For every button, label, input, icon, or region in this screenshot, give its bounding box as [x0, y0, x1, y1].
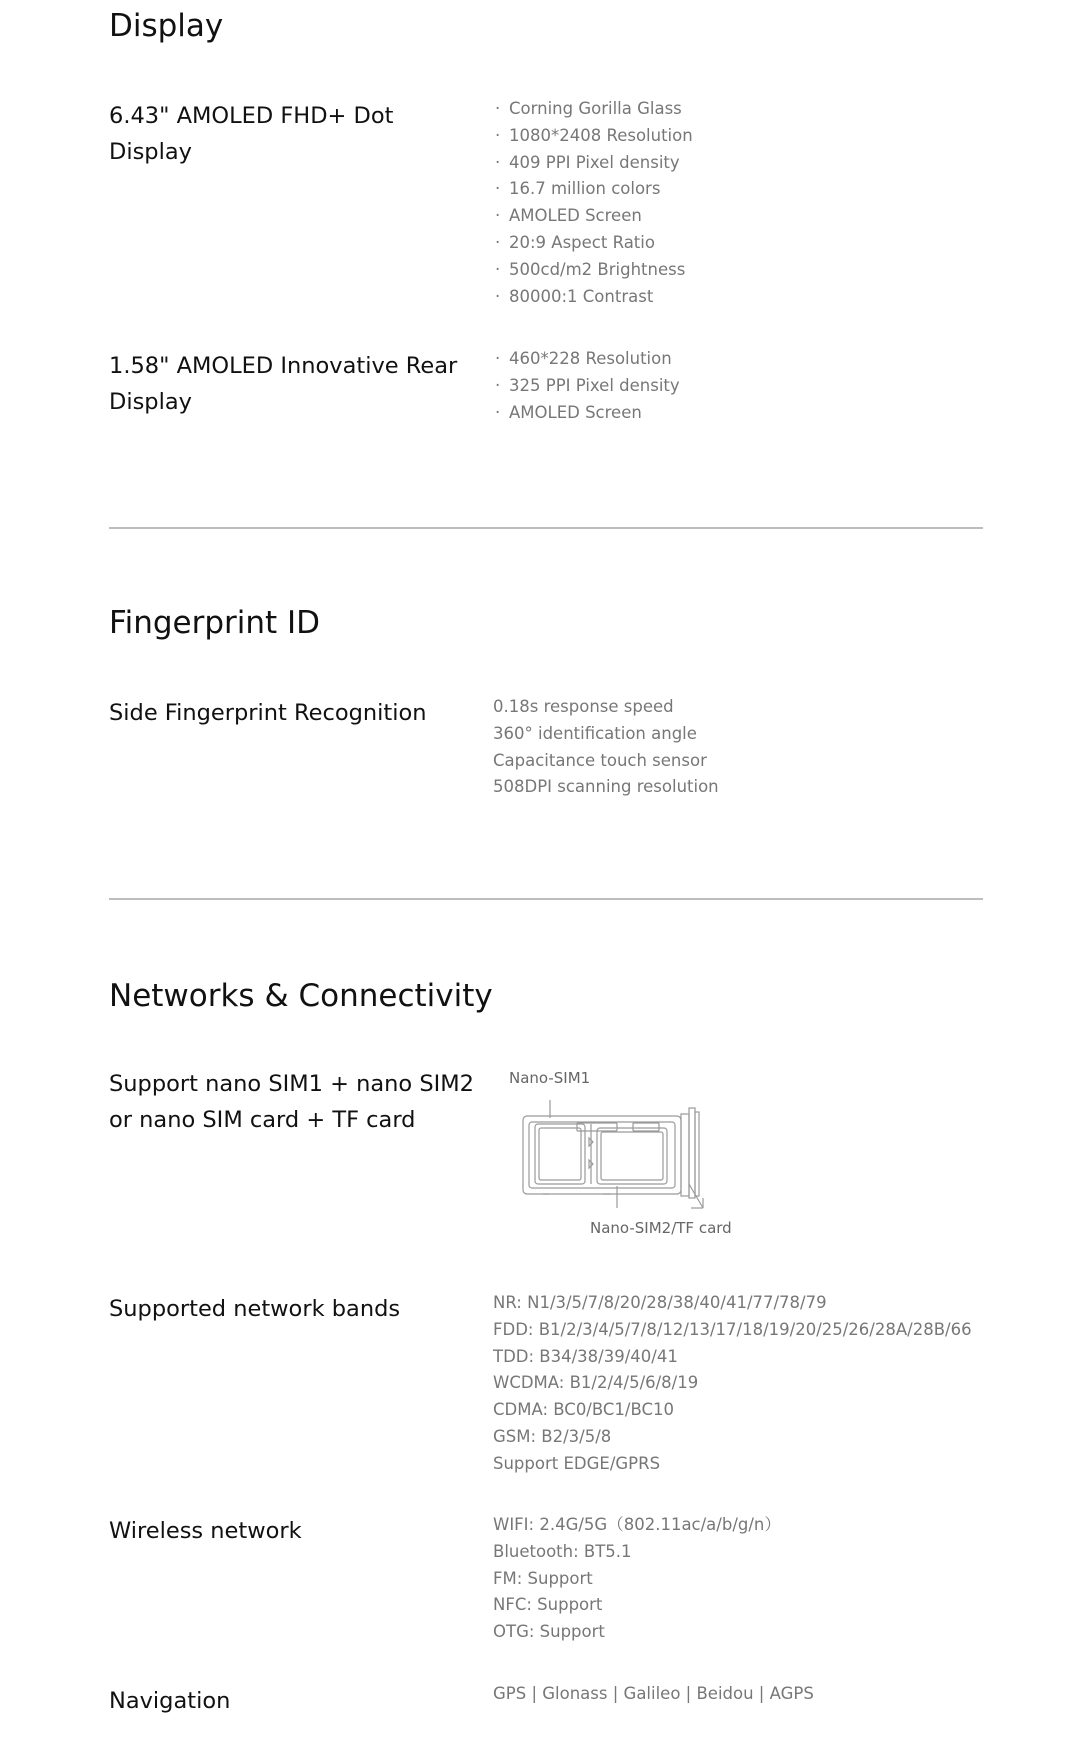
bullet-dot: · [495, 259, 501, 279]
spec-value [493, 1566, 983, 1593]
spec-value [493, 1592, 983, 1619]
spec-value-text: WIFI: 2.4G/5G（802.11ac/a/b/g/n） [493, 1515, 781, 1534]
spec-value [493, 203, 983, 230]
spec-value-text: 80000:1 Contrast [509, 286, 654, 306]
spec-value-text: GSM: B2/3/5/8 [493, 1426, 612, 1446]
spec-value-text: OTG: Support [493, 1622, 605, 1642]
spec-value [493, 123, 983, 150]
spec-value-text: NFC: Support [493, 1595, 603, 1615]
spec-value-text: WCDMA: B1/2/4/5/6/8/19 [493, 1373, 699, 1393]
spec-values-rear-display [493, 346, 983, 426]
spec-value [493, 400, 983, 427]
spec-value-text: 500cd/m2 Brightness [509, 259, 686, 279]
section-title-display: Display [109, 8, 224, 44]
spec-value [493, 1539, 983, 1566]
spec-value-text: 325 PPI Pixel density [509, 375, 680, 395]
spec-value-text: AMOLED Screen [509, 402, 642, 422]
spec-value-text: 409 PPI Pixel density [509, 152, 680, 172]
spec-label-side-fingerprint: Side Fingerprint Recognition [109, 700, 427, 726]
sim-tray-label-bottom: Nano-SIM2/TF card [590, 1219, 732, 1237]
spec-label-main-display: 6.43" AMOLED FHD+ Dot Display [109, 103, 394, 165]
bullet-dot: · [495, 206, 501, 226]
spec-label-network-bands: Supported network bands [109, 1296, 401, 1322]
spec-value [493, 96, 983, 123]
spec-value [493, 1290, 983, 1317]
spec-label-sim: Support nano SIM1 + nano SIM2 or nano SIM card + TF card [109, 1071, 474, 1133]
spec-value-text: CDMA: BC0/BC1/BC10 [493, 1400, 675, 1420]
bullet-dot: · [495, 99, 501, 118]
spec-value [493, 257, 983, 284]
spec-values-navigation [493, 1681, 983, 1708]
divider [109, 898, 983, 900]
sim-tray-icon [493, 1068, 743, 1238]
spec-value [493, 230, 983, 257]
bullet-dot: · [495, 232, 501, 252]
spec-value [493, 1317, 983, 1344]
spec-value-text: 460*228 Resolution [509, 349, 672, 368]
spec-value-text: AMOLED Screen [509, 206, 642, 226]
spec-value-text: 20:9 Aspect Ratio [509, 232, 655, 252]
spec-value-text: 360° identification angle [493, 723, 697, 743]
spec-value-text: Corning Gorilla Glass [509, 99, 682, 118]
spec-values-wireless [493, 1512, 983, 1646]
spec-value-text: 508DPI scanning resolution [493, 777, 719, 797]
bullet-dot: · [495, 286, 501, 306]
spec-values-network-bands [493, 1290, 983, 1478]
spec-value [493, 1344, 983, 1371]
spec-value [493, 1397, 983, 1424]
spec-value [493, 721, 983, 748]
spec-label-rear-display: 1.58" AMOLED Innovative Rear Display [109, 353, 458, 415]
spec-values-side-fingerprint [493, 694, 983, 801]
spec-values-main-display [493, 96, 983, 310]
divider [109, 527, 983, 529]
spec-value-text: 16.7 million colors [509, 179, 661, 199]
spec-value [493, 748, 983, 775]
section-title-fingerprint: Fingerprint ID [109, 605, 321, 641]
spec-value-text: GPS | Glonass | Galileo | Beidou | AGPS [493, 1684, 814, 1703]
spec-value [493, 1619, 983, 1646]
sim-tray-diagram [493, 1068, 743, 1238]
bullet-dot: · [495, 152, 501, 172]
bullet-dot: · [495, 375, 501, 395]
spec-value [493, 1370, 983, 1397]
spec-value [493, 694, 983, 721]
sim-tray-label-top: Nano-SIM1 [509, 1069, 591, 1087]
spec-value [493, 176, 983, 203]
spec-value-text: Bluetooth: BT5.1 [493, 1541, 632, 1561]
spec-value-text: Support EDGE/GPRS [493, 1453, 661, 1473]
spec-value-text: TDD: B34/38/39/40/41 [493, 1346, 678, 1366]
spec-value [493, 373, 983, 400]
bullet-dot: · [495, 349, 501, 368]
spec-value-text: NR: N1/3/5/7/8/20/28/38/40/41/77/78/79 [493, 1293, 827, 1312]
spec-value-text: 0.18s response speed [493, 697, 674, 716]
spec-value-text: FDD: B1/2/3/4/5/7/8/12/13/17/18/19/20/25/26/28A/28B/66 [493, 1319, 972, 1339]
section-title-networks: Networks & Connectivity [109, 978, 493, 1014]
spec-value [493, 1512, 983, 1539]
bullet-dot: · [495, 125, 501, 145]
bullet-dot: · [495, 179, 501, 199]
spec-value [493, 284, 983, 311]
spec-value-text: FM: Support [493, 1568, 593, 1588]
spec-value [493, 346, 983, 373]
spec-value-text: 1080*2408 Resolution [509, 125, 693, 145]
spec-label-navigation: Navigation [109, 1688, 231, 1714]
spec-value [493, 1681, 983, 1708]
spec-value-text: Capacitance touch sensor [493, 750, 707, 770]
spec-value [493, 150, 983, 177]
spec-value [493, 1424, 983, 1451]
spec-value [493, 1451, 983, 1478]
spec-label-wireless: Wireless network [109, 1518, 302, 1544]
bullet-dot: · [495, 402, 501, 422]
spec-value [493, 774, 983, 801]
